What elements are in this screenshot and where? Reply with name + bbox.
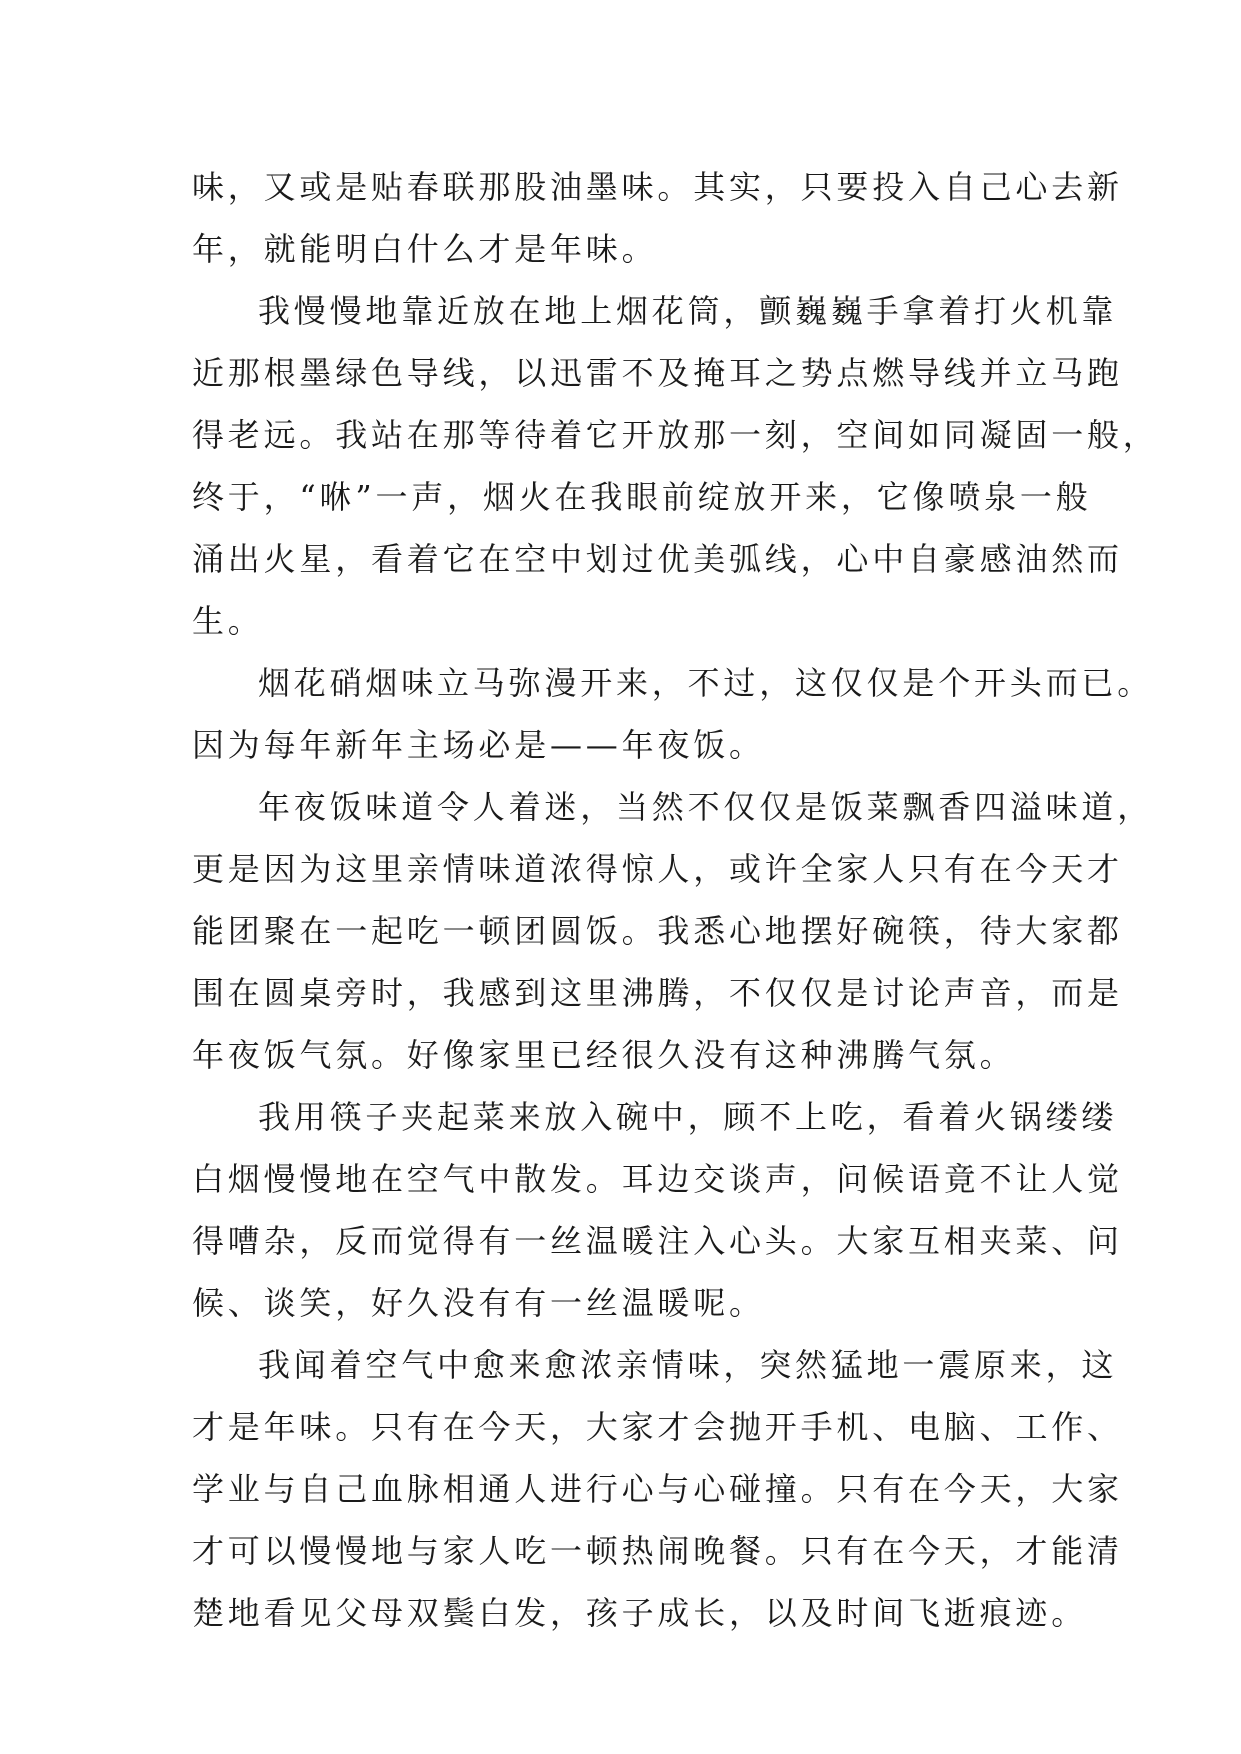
text-line: 近那根墨绿色导线，以迅雷不及掩耳之势点燃导线并立马跑 [192, 354, 1123, 392]
text-line: 涌出火星，看着它在空中划过优美弧线，心中自豪感油然而 [192, 540, 1123, 578]
text-line: 候、谈笑，好久没有有一丝温暖呢。 [192, 1284, 765, 1322]
text-line: 年，就能明白什么才是年味。 [192, 230, 658, 268]
text-line: 更是因为这里亲情味道浓得惊人，或许全家人只有在今天才 [192, 850, 1123, 888]
text-line: 才可以慢慢地与家人吃一顿热闹晚餐。只有在今天，才能清 [192, 1532, 1123, 1570]
paragraph-start-line: 烟花硝烟味立马弥漫开来，不过，这仅仅是个开头而已。 [258, 664, 1154, 702]
text-line: 白烟慢慢地在空气中散发。耳边交谈声，问候语竟不让人觉 [192, 1160, 1123, 1198]
text-line: 楚地看见父母双鬓白发，孩子成长，以及时间飞逝痕迹。 [192, 1594, 1088, 1632]
text-line: 学业与自己血脉相通人进行心与心碰撞。只有在今天，大家 [192, 1470, 1123, 1508]
text-line: 终于，“咻”一声，烟火在我眼前绽放开来，它像喷泉一般 [192, 478, 1092, 516]
paragraph-start-line: 我闻着空气中愈来愈浓亲情味，突然猛地一震原来，这 [258, 1346, 1118, 1384]
paragraph-start-line: 年夜饭味道令人着迷，当然不仅仅是饭菜飘香四溢味道， [258, 788, 1154, 826]
text-line: 才是年味。只有在今天，大家才会抛开手机、电脑、工作、 [192, 1408, 1123, 1446]
paragraph-start-line: 我用筷子夹起菜来放入碗中，顾不上吃，看着火锅缕缕 [258, 1098, 1118, 1136]
text-line: 能团聚在一起吃一顿团圆饭。我悉心地摆好碗筷，待大家都 [192, 912, 1123, 950]
text-line: 年夜饭气氛。好像家里已经很久没有这种沸腾气氛。 [192, 1036, 1016, 1074]
text-line: 得嘈杂，反而觉得有一丝温暖注入心头。大家互相夹菜、问 [192, 1222, 1123, 1260]
document-page [192, 156, 1159, 1644]
text-line: 围在圆桌旁时，我感到这里沸腾，不仅仅是讨论声音，而是 [192, 974, 1123, 1012]
text-line: 生。 [192, 602, 264, 640]
text-line: 得老远。我站在那等待着它开放那一刻，空间如同凝固一般， [192, 416, 1159, 454]
text-line: 因为每年新年主场必是——年夜饭。 [192, 726, 765, 764]
text-line: 味，又或是贴春联那股油墨味。其实，只要投入自己心去新 [192, 168, 1123, 206]
paragraph-start-line: 我慢慢地靠近放在地上烟花筒，颤巍巍手拿着打火机靠 [258, 292, 1118, 330]
